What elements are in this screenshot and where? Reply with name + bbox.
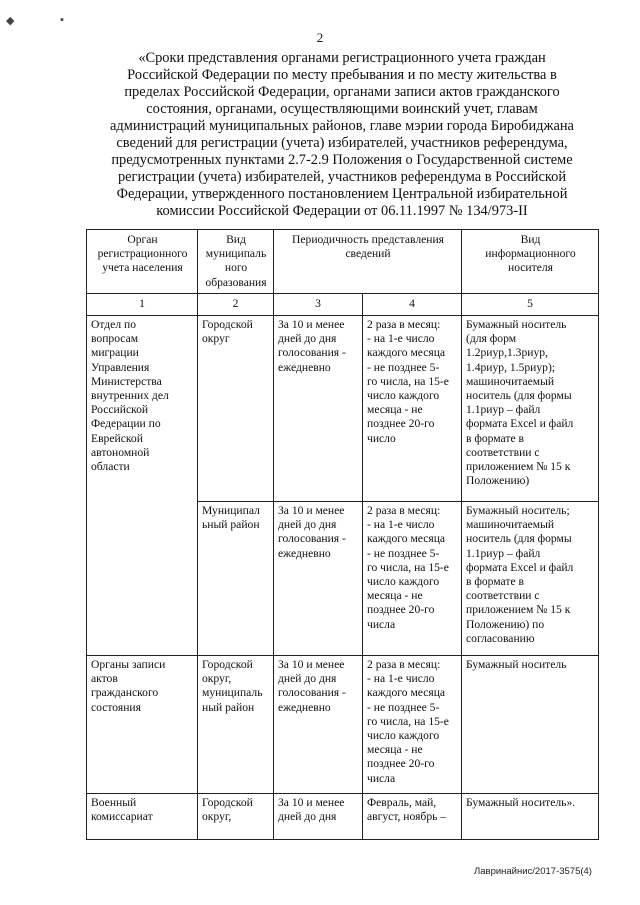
text-line: каждого месяца xyxy=(367,346,446,360)
organ-cell xyxy=(87,656,198,794)
text-line: Федерации по xyxy=(91,417,161,431)
column-number: 4 xyxy=(363,294,462,316)
text-line: - не позднее 5- xyxy=(367,700,440,714)
text-line: комиссариат xyxy=(91,810,153,824)
text-line: Городской xyxy=(202,658,253,671)
text-line: Федерации, утвержденного постановлением Центральной избирательной xyxy=(116,186,568,202)
text-line: носитель (для формы xyxy=(466,389,572,403)
text-line: области xyxy=(91,460,130,474)
text-line: миграции xyxy=(91,346,139,360)
text-line: состояния, органами, осуществляющими воинский учет, главам xyxy=(146,101,538,117)
text-line: округ, xyxy=(202,810,232,824)
text-line: го числа, на 15-е xyxy=(367,560,449,574)
text-line: Вид xyxy=(226,233,246,246)
text-line: август, ноябрь – xyxy=(367,810,447,824)
text-line: дней до дня xyxy=(278,672,337,686)
text-line: Бумажный носитель xyxy=(466,318,567,331)
text-line: 2 раза в месяц: xyxy=(367,658,441,671)
text-line: 2 раза в месяц: xyxy=(367,318,441,331)
text-line: соответствии с xyxy=(466,589,540,603)
table-row xyxy=(87,656,599,794)
text-line: автономной xyxy=(91,445,150,459)
scan-mark-left: ◆ xyxy=(6,15,15,27)
election-period-cell xyxy=(274,794,363,840)
text-line: - на 1-е число xyxy=(367,672,435,686)
text-line: го числа, на 15-е xyxy=(367,374,449,388)
text-line: носителя xyxy=(508,261,553,275)
text-line: - на 1-е число xyxy=(367,518,435,532)
text-line: Бумажный носитель; xyxy=(466,504,570,517)
election-period-cell xyxy=(274,656,363,794)
text-line: Вид xyxy=(520,233,541,246)
text-line: число каждого xyxy=(367,729,440,743)
text-line: Муниципал xyxy=(202,504,260,517)
text-line: Положению) по xyxy=(466,617,545,631)
carrier-cell xyxy=(462,656,599,794)
text-line: позднее 20-го xyxy=(367,757,435,771)
text-line: Орган xyxy=(127,233,158,246)
election-period-cell xyxy=(274,316,363,502)
deadlines-table xyxy=(86,229,599,840)
text-line: - не позднее 5- xyxy=(367,546,440,560)
text-line: число каждого xyxy=(367,389,440,403)
text-line: 1.1риур – файл xyxy=(466,403,541,417)
regular-frequency-cell xyxy=(363,502,462,656)
text-line: пределах Российской Федерации, органами записи актов гражданского xyxy=(124,84,560,100)
municipality-type-cell xyxy=(198,794,274,840)
text-line: ежедневно xyxy=(278,360,331,374)
text-line: числа xyxy=(367,617,396,631)
text-line: Периодичность представления xyxy=(292,233,444,246)
text-line: информационного xyxy=(485,247,576,261)
header-periodicity xyxy=(274,230,462,294)
table-row xyxy=(87,316,599,502)
text-line: Военный xyxy=(91,796,137,809)
text-line: Городской xyxy=(202,318,253,331)
text-line: дней до дня xyxy=(278,810,337,824)
text-line: дней до дня xyxy=(278,518,337,532)
text-line: (для форм xyxy=(466,332,517,346)
text-line: образования xyxy=(205,275,267,289)
text-line: вопросам xyxy=(91,332,139,346)
column-number: 2 xyxy=(198,294,274,316)
text-line: Городской xyxy=(202,796,253,809)
text-line: 1.2риур,1.3риур, xyxy=(466,346,548,360)
document-heading xyxy=(96,50,588,220)
text-line: - не позднее 5- xyxy=(367,360,440,374)
text-line: число xyxy=(367,431,396,445)
text-line: «Сроки представления органами регистрационного учета граждан xyxy=(138,50,546,66)
text-line: Отдел по xyxy=(91,318,137,331)
text-line: в формате в xyxy=(466,575,524,589)
text-line: числа xyxy=(367,771,396,785)
text-line: округ xyxy=(202,332,230,346)
header-carrier xyxy=(462,230,599,294)
carrier-cell xyxy=(462,794,599,840)
text-line: актов xyxy=(91,672,118,686)
document-code: Лавринайнис/2017-3575(4) xyxy=(474,866,592,877)
table-numbering-row xyxy=(87,294,599,316)
text-line: соответствии с xyxy=(466,445,540,459)
text-line: Министерства xyxy=(91,374,162,388)
text-line: регистрации (учета) избирателей, участников референдума в Российской xyxy=(117,169,567,185)
text-line: администраций муниципальных районов, главе мэрии города Биробиджана xyxy=(110,118,574,134)
table-row xyxy=(87,794,599,840)
text-line: За 10 и менее xyxy=(278,318,345,331)
header-organ xyxy=(87,230,198,294)
carrier-cell xyxy=(462,502,599,656)
regular-frequency-cell xyxy=(363,656,462,794)
text-line: Российской Федерации по месту пребывания и по месту жительства в xyxy=(127,67,557,83)
text-line: 1.4риур, 1.5риур); xyxy=(466,360,556,374)
text-line: приложением № 15 к xyxy=(466,460,571,474)
municipality-type-cell xyxy=(198,316,274,502)
text-line: формата Excel и файл xyxy=(466,417,574,431)
text-line: За 10 и менее xyxy=(278,504,345,517)
organ-cell xyxy=(87,794,198,840)
text-line: 2 раза в месяц: xyxy=(367,504,441,517)
text-line: сведений для регистрации (учета) избирателей, участников референдума, xyxy=(116,135,568,151)
text-line: гражданского xyxy=(91,686,159,700)
text-line: Управления xyxy=(91,360,150,374)
text-line: месяца - не xyxy=(367,743,423,757)
text-line: приложением № 15 к xyxy=(466,603,571,617)
text-line: каждого месяца xyxy=(367,686,446,700)
text-line: голосования - xyxy=(278,346,346,360)
organ-cell xyxy=(87,316,198,656)
text-line: дней до дня xyxy=(278,332,337,346)
text-line: Бумажный носитель». xyxy=(466,796,576,809)
text-line: позднее 20-го xyxy=(367,603,435,617)
text-line: ьный район xyxy=(202,518,260,532)
regular-frequency-cell xyxy=(363,794,462,840)
page-number: 2 xyxy=(316,30,324,45)
table-header-row xyxy=(87,230,599,294)
column-number: 1 xyxy=(87,294,198,316)
text-line: каждого месяца xyxy=(367,532,446,546)
text-line: ный район xyxy=(202,700,255,714)
text-line: ежедневно xyxy=(278,700,331,714)
text-line: согласованию xyxy=(466,631,535,645)
text-line: За 10 и менее xyxy=(278,658,345,671)
text-line: Еврейской xyxy=(91,431,143,445)
text-line: За 10 и менее xyxy=(278,796,345,809)
text-line: - на 1-е число xyxy=(367,332,435,346)
text-line: предусмотренных пунктами 2.7-2.9 Положения о Государственной системе xyxy=(111,152,573,168)
text-line: Органы записи xyxy=(91,658,166,671)
text-line: месяца - не xyxy=(367,589,423,603)
text-line: Положению) xyxy=(466,474,530,488)
text-line: число каждого xyxy=(367,575,440,589)
text-line: 1.1риур – файл xyxy=(466,546,541,560)
text-line: машиночитаемый xyxy=(466,374,555,388)
text-line: формата Excel и файл xyxy=(466,560,574,574)
regular-frequency-cell xyxy=(363,316,462,502)
text-line: в формате в xyxy=(466,431,524,445)
text-line: месяца - не xyxy=(367,403,423,417)
text-line: комиссии Российской Федерации от 06.11.1997 № 134/973-II xyxy=(156,203,528,219)
municipality-type-cell xyxy=(198,502,274,656)
text-line: Российской xyxy=(91,403,149,417)
text-line: состояния xyxy=(91,700,141,714)
text-line: внутренних дел xyxy=(91,389,169,403)
carrier-cell xyxy=(462,316,599,502)
text-line: муниципаль xyxy=(202,686,263,700)
text-line: ного xyxy=(224,261,248,275)
text-line: голосования - xyxy=(278,532,346,546)
text-line: го числа, на 15-е xyxy=(367,714,449,728)
column-number: 5 xyxy=(462,294,599,316)
column-number: 3 xyxy=(274,294,363,316)
text-line: муниципаль xyxy=(205,247,267,261)
text-line: Бумажный носитель xyxy=(466,658,567,671)
text-line: машиночитаемый xyxy=(466,518,555,532)
text-line: позднее 20-го xyxy=(367,417,435,431)
header-municipality-type xyxy=(198,230,274,294)
text-line: регистрационного xyxy=(97,247,188,261)
text-line: округ, xyxy=(202,672,232,686)
text-line: носитель (для формы xyxy=(466,532,572,546)
election-period-cell xyxy=(274,502,363,656)
text-line: учета населения xyxy=(102,261,183,275)
text-line: голосования - xyxy=(278,686,346,700)
text-line: сведений xyxy=(345,247,391,261)
scan-mark-middle: ▪ xyxy=(60,14,64,26)
text-line: Февраль, май, xyxy=(367,796,437,809)
municipality-type-cell xyxy=(198,656,274,794)
text-line: ежедневно xyxy=(278,546,331,560)
